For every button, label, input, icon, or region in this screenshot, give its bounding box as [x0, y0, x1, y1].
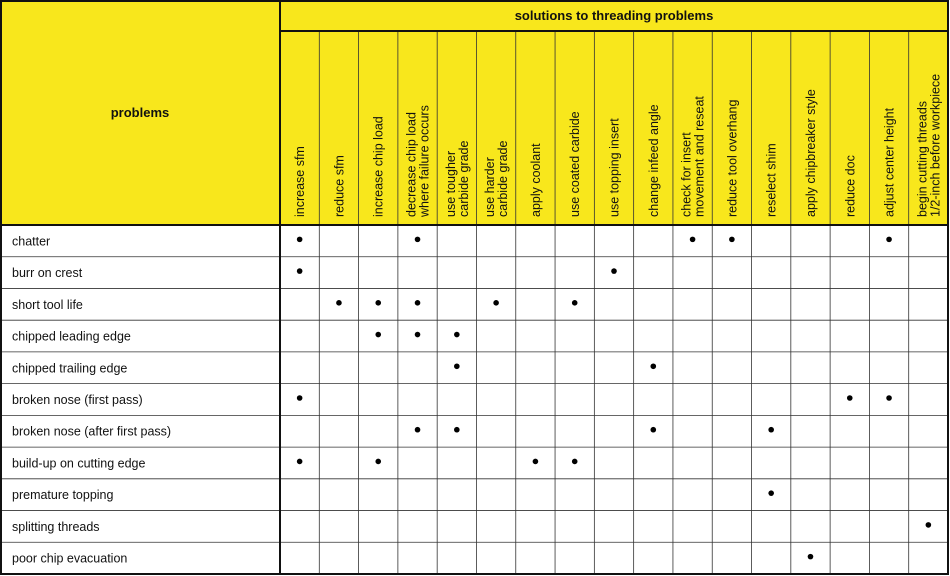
bullet-dot-icon	[690, 237, 696, 243]
bullet-dot-icon	[886, 237, 892, 243]
column-header-10-line-0: check for insert	[679, 132, 694, 217]
column-header-16-line-0: begin cutting threads	[915, 100, 930, 217]
problem-label-8: premature topping	[12, 488, 114, 503]
bullet-dot-icon	[886, 395, 892, 401]
problem-label-10: poor chip evacuation	[12, 551, 128, 566]
bullet-dot-icon	[454, 332, 460, 338]
column-header-14-line-0: reduce doc	[843, 155, 858, 217]
bullet-dot-icon	[336, 300, 342, 306]
column-header-4-line-1: carbide grade	[456, 140, 471, 217]
column-header-12-line-0: reselect shim	[764, 143, 779, 217]
bullet-dot-icon	[847, 395, 853, 401]
column-header-11-line-0: reduce tool overhang	[725, 99, 740, 217]
problem-label-9: splitting threads	[12, 519, 100, 534]
column-header-3-line-0: decrease chip load	[404, 112, 419, 217]
column-header-15-line-0: adjust center height	[882, 107, 897, 217]
column-header-9-line-0: change infeed angle	[646, 104, 661, 217]
bullet-dot-icon	[375, 332, 381, 338]
bullet-dot-icon	[375, 300, 381, 306]
bullet-dot-icon	[297, 395, 303, 401]
column-header-16-line-1: 1/2-inch before workpiece	[928, 73, 943, 217]
problem-label-0: chatter	[12, 234, 51, 249]
problem-label-3: chipped leading edge	[12, 329, 131, 344]
column-header-2-line-0: increase chip load	[371, 116, 386, 217]
column-header-13-line-0: apply chipbreaker style	[803, 89, 818, 217]
problem-label-7: build-up on cutting edge	[12, 456, 146, 471]
problem-label-1: burr on crest	[12, 266, 83, 281]
column-header-1-line-0: reduce sfm	[332, 155, 347, 217]
column-header-8-line-0: use topping insert	[607, 118, 622, 217]
problem-label-2: short tool life	[12, 297, 83, 312]
column-header-10-line-1: movement and reseat	[692, 96, 707, 217]
column-header-5-line-1: carbide grade	[496, 140, 511, 217]
bullet-dot-icon	[415, 300, 421, 306]
bullet-dot-icon	[650, 427, 656, 433]
bullet-dot-icon	[650, 363, 656, 369]
bullet-dot-icon	[297, 268, 303, 274]
bullet-dot-icon	[926, 522, 932, 528]
bullet-dot-icon	[768, 427, 774, 433]
bullet-dot-icon	[454, 363, 460, 369]
bullet-dot-icon	[375, 459, 381, 465]
bullet-dot-icon	[454, 427, 460, 433]
solutions-header-title: solutions to threading problems	[514, 8, 714, 23]
bullet-dot-icon	[297, 459, 303, 465]
problems-header: problems	[110, 105, 170, 120]
bullet-dot-icon	[808, 554, 814, 560]
problem-label-5: broken nose (first pass)	[12, 393, 143, 407]
column-header-7-line-0: use coated carbide	[568, 111, 583, 217]
bullet-dot-icon	[572, 300, 578, 306]
bullet-dot-icon	[415, 332, 421, 338]
bullet-dot-icon	[768, 490, 774, 496]
column-header-0-line-0: increase sfm	[293, 146, 308, 217]
bullet-dot-icon	[493, 300, 499, 306]
bullet-dot-icon	[533, 459, 539, 465]
problem-label-6: broken nose (after first pass)	[12, 424, 172, 439]
column-header-4-line-0: use tougher	[443, 150, 458, 217]
bullet-dot-icon	[415, 427, 421, 433]
bullet-dot-icon	[729, 237, 735, 243]
column-header-3-line-1: where failure occurs	[417, 105, 432, 217]
column-header-5-line-0: use harder	[483, 157, 498, 217]
bullet-dot-icon	[297, 237, 303, 243]
problem-label-4: chipped trailing edge	[12, 361, 128, 376]
bullet-dot-icon	[572, 459, 578, 465]
bullet-dot-icon	[415, 237, 421, 243]
bullet-dot-icon	[611, 268, 617, 274]
column-header-6-line-0: apply coolant	[528, 143, 543, 217]
